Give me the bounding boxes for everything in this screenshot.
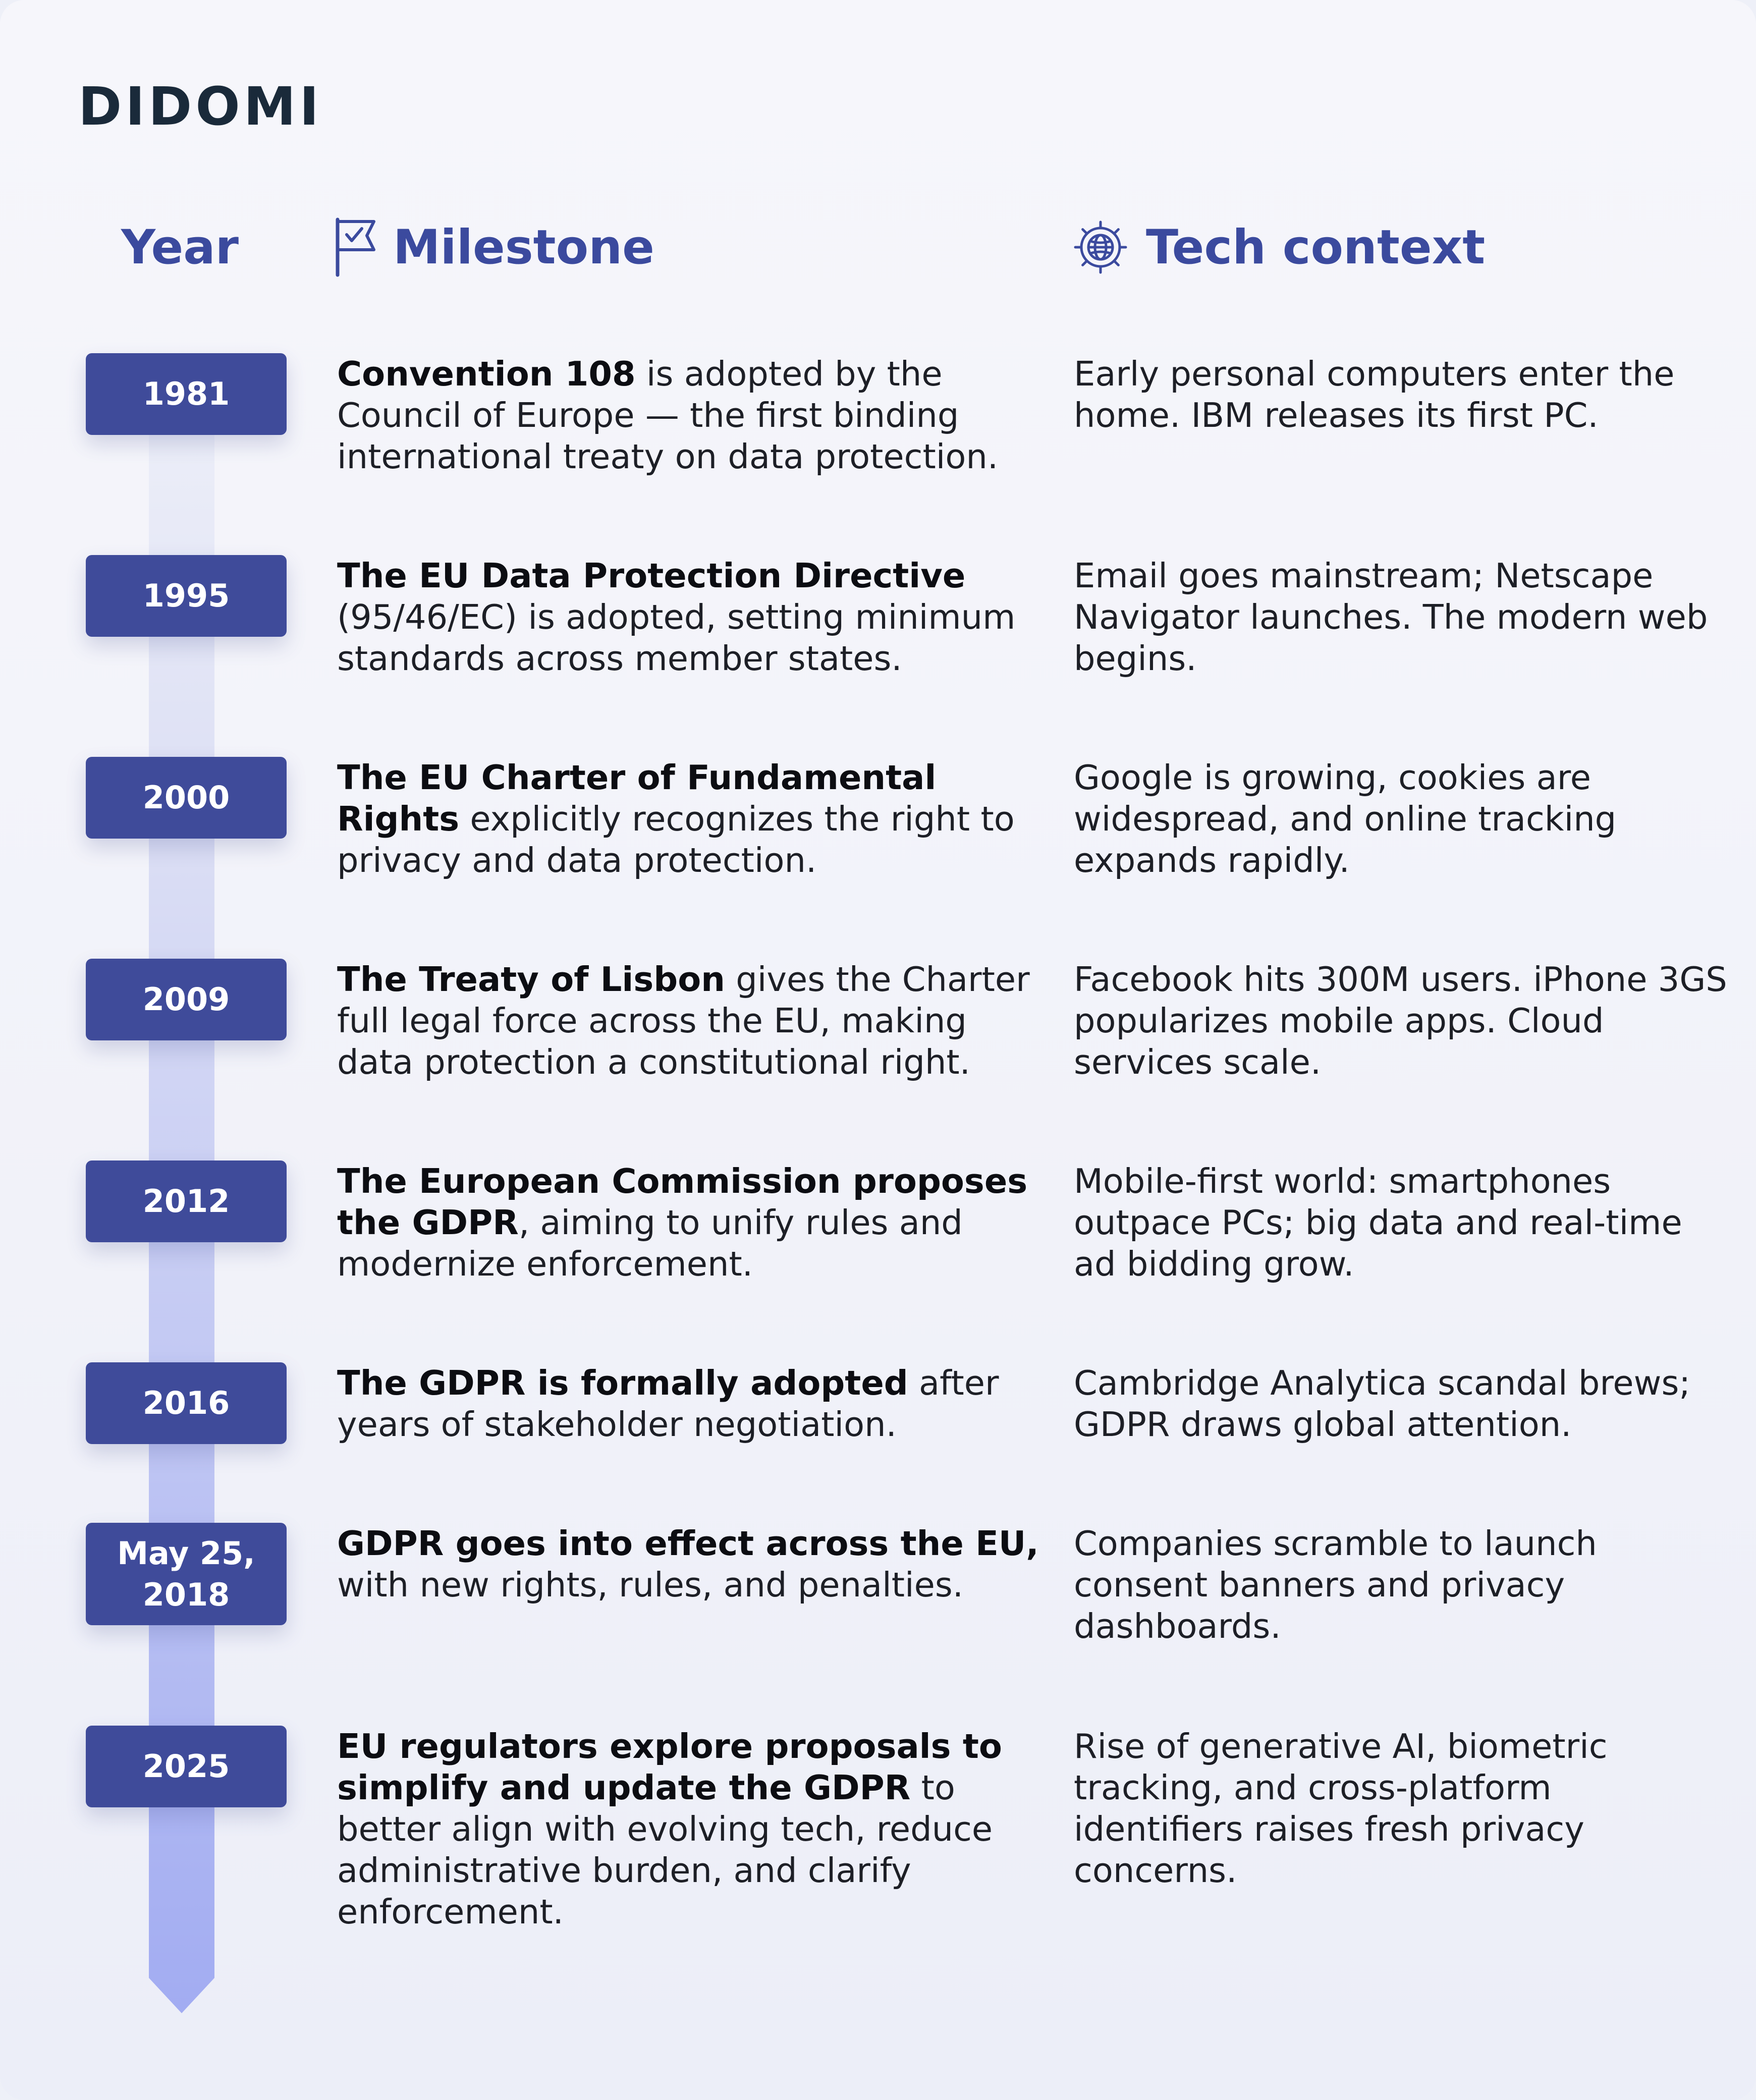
- milestone-rest: gives the Charter full legal force across the EU, making data protection a constitutional right.: [337, 960, 1030, 1082]
- didomi-logo: DIDOMI: [78, 76, 322, 137]
- milestone-rest: is adopted by the Council of Europe — the first binding international treaty on data protection.: [337, 354, 999, 476]
- tech-context-text: Rise of generative AI, biometric tracking, and cross-platform identifiers raises fresh privacy concerns.: [1074, 1727, 1608, 1890]
- milestone-text: [337, 1726, 1044, 1932]
- column-header-year: [121, 214, 239, 280]
- year-badge: 2009: [86, 959, 287, 1040]
- tech-context-text: Google is growing, cookies are widespread, and online tracking expands rapidly.: [1074, 758, 1617, 880]
- milestone-text: [337, 1362, 1044, 1445]
- milestone-rest: with new rights, rules, and penalties.: [337, 1565, 964, 1605]
- milestone-bold: Convention 108: [337, 354, 636, 394]
- year-badge: 1995: [86, 555, 287, 637]
- year-badge: 1981: [86, 353, 287, 435]
- flag-icon: [336, 217, 376, 277]
- year-badge: 2012: [86, 1160, 287, 1242]
- milestone-text: [337, 353, 1044, 477]
- tech-context-text: Early personal computers enter the home. IBM releases its first PC.: [1074, 354, 1675, 435]
- milestone-text: [337, 959, 1044, 1083]
- milestone-bold: EU regulators explore proposals to simplify and update the GDPR: [337, 1727, 1002, 1807]
- year-badge: 2025: [86, 1726, 287, 1807]
- milestone-bold: The EU Data Protection Directive: [337, 556, 966, 595]
- milestone-bold: The European Commission proposes the GDPR: [337, 1162, 1028, 1242]
- milestone-text: [337, 1160, 1044, 1285]
- gear-globe-icon: [1072, 219, 1129, 275]
- milestone-bold: The EU Charter of Fundamental Rights: [337, 758, 937, 839]
- tech-context-text: Cambridge Analytica scandal brews; GDPR draws global attention.: [1074, 1363, 1690, 1444]
- column-header-milestone: [336, 214, 654, 280]
- milestone-rest: (95/46/EC) is adopted, setting minimum standards across member states.: [337, 597, 1016, 678]
- milestone-text: [337, 555, 1044, 679]
- milestone-rest: to better align with evolving tech, reduce administrative burden, and clarify enforcement.: [337, 1768, 993, 1931]
- column-header-year-label: Year: [121, 219, 239, 275]
- milestone-rest: , aiming to unify rules and modernize enforcement.: [337, 1203, 963, 1284]
- milestone-bold: The GDPR is formally adopted: [337, 1363, 908, 1403]
- column-header-milestone-label: Milestone: [393, 219, 654, 275]
- milestone-rest: after years of stakeholder negotiation.: [337, 1363, 999, 1444]
- column-header-tech-label: Tech context: [1146, 219, 1486, 275]
- milestone-bold: GDPR goes into effect across the EU,: [337, 1524, 1039, 1563]
- milestone-text: [337, 757, 1044, 881]
- year-badge: 2000: [86, 757, 287, 839]
- milestone-rest: explicitly recognizes the right to privacy and data protection.: [337, 799, 1015, 880]
- year-badge: May 25, 2018: [86, 1523, 287, 1625]
- tech-context-text: Facebook hits 300M users. iPhone 3GS popularizes mobile apps. Cloud services scale.: [1074, 960, 1727, 1082]
- tech-context-text: Email goes mainstream; Netscape Navigator launches. The modern web begins.: [1074, 556, 1708, 678]
- tech-context-text: Mobile-first world: smartphones outpace PCs; big data and real-time ad bidding grow.: [1074, 1162, 1682, 1284]
- milestone-bold: The Treaty of Lisbon: [337, 960, 725, 999]
- column-header-tech: [1072, 214, 1485, 280]
- tech-context-text: Companies scramble to launch consent banners and privacy dashboards.: [1074, 1524, 1597, 1646]
- milestone-text: [337, 1523, 1044, 1606]
- year-badge: 2016: [86, 1362, 287, 1444]
